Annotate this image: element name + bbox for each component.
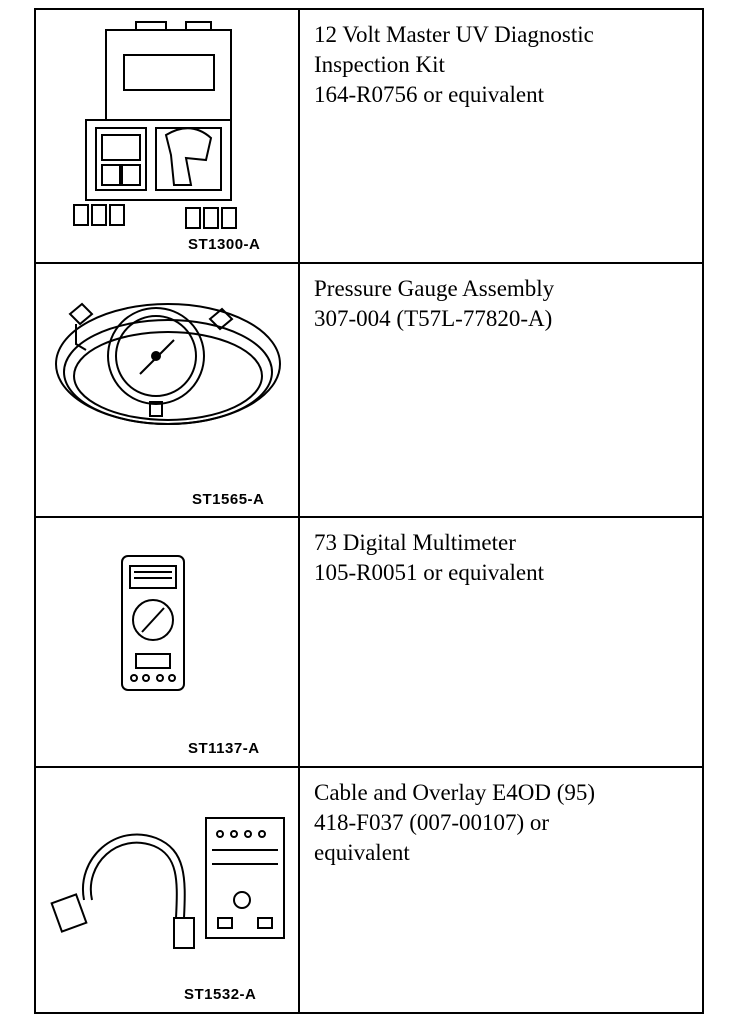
tool-code-label: ST1565-A xyxy=(192,491,265,508)
tool-row-pressure-gauge xyxy=(36,264,702,518)
tool-description-line: 12 Volt Master UV Diagnostic xyxy=(314,22,594,47)
cable-overlay-illustration xyxy=(36,768,300,1012)
tool-description-line: Inspection Kit xyxy=(314,52,445,77)
tool-description-line: 307-004 (T57L-77820-A) xyxy=(314,306,553,331)
tool-description-cell xyxy=(300,768,702,1012)
tool-description-cell xyxy=(300,264,702,516)
uv-kit-case-illustration xyxy=(36,10,300,262)
tool-table xyxy=(34,8,704,1014)
multimeter-illustration xyxy=(36,518,300,766)
tool-description-line: 418-F037 (007-00107) or xyxy=(314,810,550,835)
tool-code-label: ST1532-A xyxy=(184,986,257,1003)
tool-description-line: 105-R0051 or equivalent xyxy=(314,560,544,585)
tool-code-label: ST1300-A xyxy=(188,236,261,253)
tool-description-cell xyxy=(300,10,702,262)
tool-description-cell xyxy=(300,518,702,766)
tool-image-cell xyxy=(36,264,300,516)
tool-description-line: 73 Digital Multimeter xyxy=(314,530,516,555)
tool-description-line: equivalent xyxy=(314,840,410,865)
tool-description-line: Cable and Overlay E4OD (95) xyxy=(314,780,596,805)
tool-row-uv-kit xyxy=(36,10,702,264)
tool-description-line: Pressure Gauge Assembly xyxy=(314,276,555,301)
tool-description-line: 164-R0756 or equivalent xyxy=(314,82,544,107)
tool-image-cell xyxy=(36,10,300,262)
tool-code-label: ST1137-A xyxy=(188,740,260,757)
tool-image-cell xyxy=(36,768,300,1012)
pressure-gauge-illustration xyxy=(36,264,300,516)
tool-row-cable-overlay xyxy=(36,768,702,1012)
tool-image-cell xyxy=(36,518,300,766)
tool-row-multimeter xyxy=(36,518,702,768)
